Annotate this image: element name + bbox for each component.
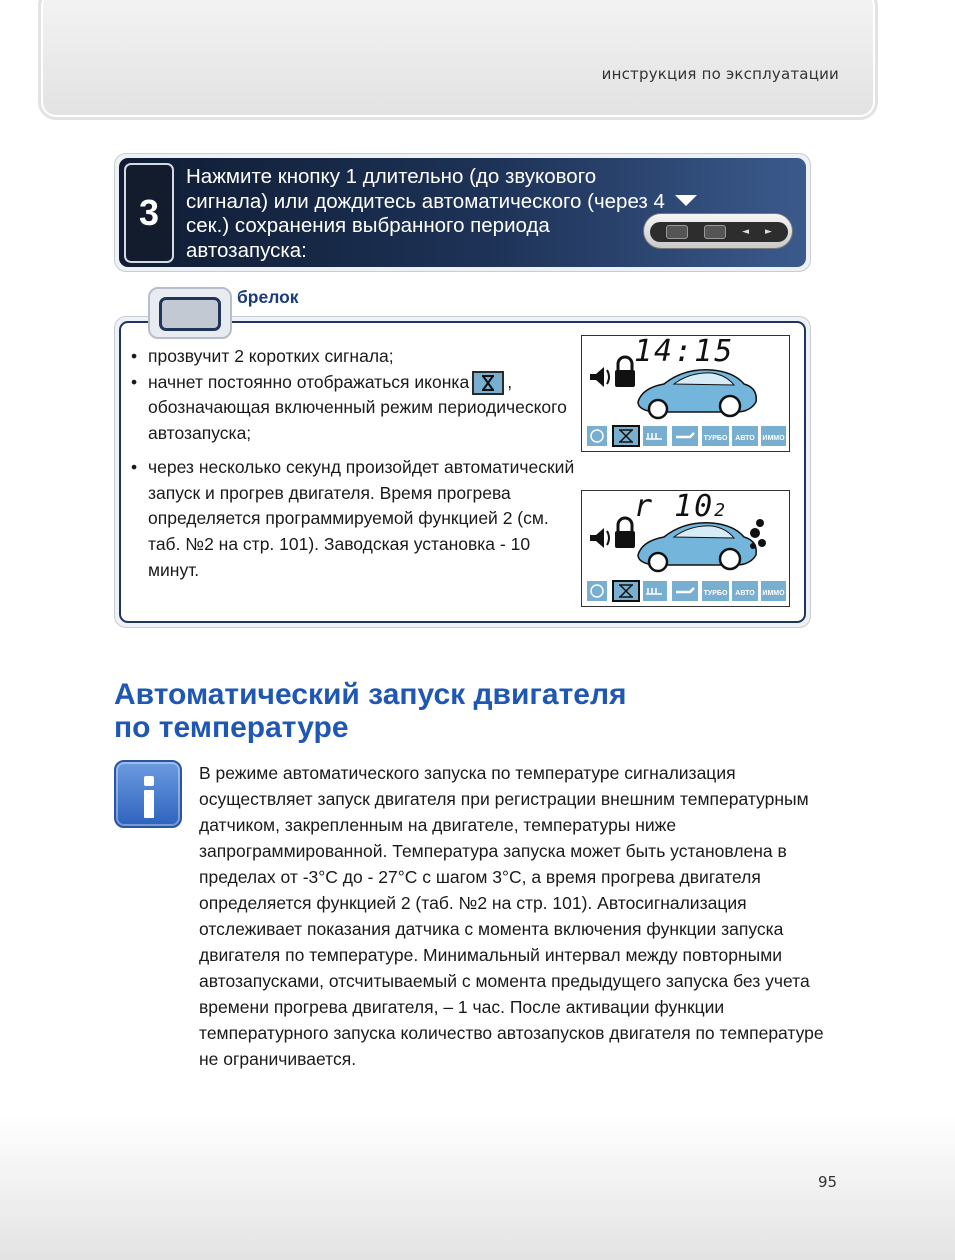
bullet-list (129, 344, 579, 583)
keyfob-button-strip (650, 222, 788, 242)
bullet-text: прозвучит 2 коротких сигнала; (148, 346, 394, 366)
hourglass-icon (472, 371, 504, 395)
turbo-label: ТУРБО (703, 435, 728, 442)
keyfob-icon (148, 287, 232, 339)
bullet-item (129, 455, 579, 584)
keyfob-screen-icon (159, 297, 221, 331)
siren-icon (590, 528, 609, 548)
immo-label: ИММО (762, 590, 785, 597)
exhaust-smoke-icon (750, 519, 766, 549)
keyfob-label: брелок (237, 287, 299, 307)
immo-label: ИММО (762, 435, 785, 442)
step-text: Нажмите кнопку 1 длительно (до звукового сигнала) или дождитесь автоматического (через 4 сек.) сохранения выбранного периода автозапуска: (186, 165, 665, 262)
footer-band (0, 1115, 955, 1260)
section-heading-line-1: Автоматический запуск двигателя (114, 678, 627, 711)
bullet-text: через несколько секунд произойдет автоматический запуск и прогрев двигателя. Время прогрева определяется программируемой функцией 2 (см. таб. №2 на стр. 101). Заводская установка - 10 минут. (148, 456, 575, 580)
car-icon (638, 370, 756, 418)
header-title: инструкция по эксплуатации (601, 65, 839, 83)
auto-label: АВТО (735, 590, 755, 597)
keyfob-image (643, 213, 793, 249)
keyfob-left-arrow-icon: ◄ (742, 227, 749, 237)
bullet-item (129, 370, 579, 447)
section-body-text: В режиме автоматического запуска по температуре сигнализация осуществляет запуск двигателя при регистрации внешним температурным датчиком, закрепленным на двигателе, температуры ниже запрограммированной. Температура запуска может быть установлена в пределах от -3°С до - 27°С с шагом 3°С, а время прогрева двигателя определяется функцией 2 (таб. №2 на стр. 101). Автосигнализация отслеживает показания датчика с момента включения функции запуска двигателя по температуре. Минимальный интервал между повторными автозапусками, отсчитываемый с момента предыдущего запуска без учета времени прогрева двигателя, – 1 час. После активации функции температурного запуска количество автозапусков двигателя по температуре не ограничивается. (199, 763, 824, 1069)
lcd-timer-main: r 10 (634, 489, 715, 524)
section-heading (114, 678, 814, 744)
status-icon-row (587, 426, 786, 446)
auto-label: АВТО (735, 435, 755, 442)
section-heading-line-2: по температуре (114, 711, 349, 744)
page-number: 95 (818, 1173, 838, 1191)
step-number: 3 (124, 163, 174, 263)
bullet-text: начнет постоянно отображаться иконка (148, 371, 470, 392)
lcd-display-2 (581, 490, 790, 607)
step-box (114, 153, 811, 272)
status-icon-row (587, 581, 786, 601)
lock-icon (615, 357, 635, 387)
siren-icon (590, 367, 609, 387)
keyfob-right-arrow-icon: ► (765, 227, 772, 237)
keyfob-button-2-icon (704, 225, 726, 239)
bullet-text: , обозначающая включенный режим периодического автозапуска; (148, 371, 567, 444)
info-icon (114, 760, 182, 828)
bullet-item (129, 344, 579, 370)
fob-pointer-icon (675, 195, 697, 206)
turbo-label: ТУРБО (703, 590, 728, 597)
keyfob-button-1-icon (666, 225, 688, 239)
step-inner (119, 158, 806, 267)
car-icon (638, 523, 756, 571)
header-panel (38, 0, 878, 120)
lock-icon (615, 518, 635, 548)
lcd-time: 14:15 (634, 334, 735, 369)
lcd-display-1 (581, 335, 790, 452)
lcd-timer-sub: 2 (714, 500, 728, 521)
